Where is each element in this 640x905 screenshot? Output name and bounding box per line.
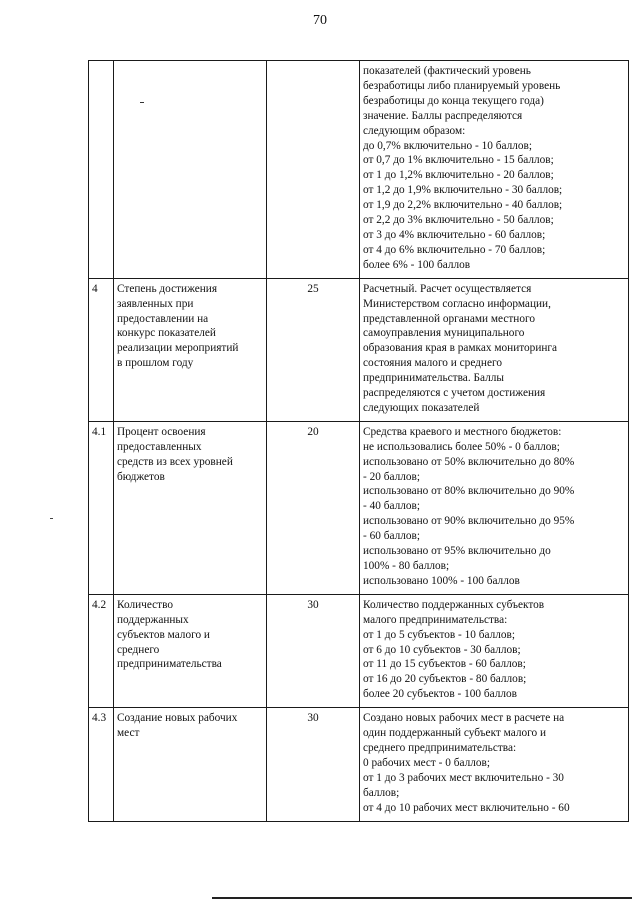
scoring-description-line: образования края в рамках мониторинга [363, 342, 558, 355]
table-row [89, 421, 629, 594]
scoring-description-line: до 0,7% включительно - 10 баллов; [363, 139, 532, 152]
scoring-description-line: Расчетный. Расчет осуществляется [363, 282, 532, 295]
scoring-description-line: следующим образом: [363, 124, 466, 137]
criterion-name-cell [114, 708, 267, 821]
criterion-name-line: средств из всех уровней [117, 455, 233, 468]
scoring-description-line: один поддержанный субъект малого и [363, 727, 547, 740]
scoring-description-line: использовано от 90% включительно до 95% [363, 515, 575, 528]
table-row [89, 278, 629, 421]
margin-mark [50, 518, 53, 519]
criteria-table [88, 60, 629, 822]
scoring-description-cell [360, 61, 629, 279]
scoring-description-line: состояния малого и среднего [363, 357, 502, 370]
max-score-cell: 30 [267, 708, 360, 821]
scoring-description-line: от 3 до 4% включительно - 60 баллов; [363, 228, 546, 241]
scoring-description-cell [360, 594, 629, 707]
scoring-description-line: от 6 до 10 субъектов - 30 баллов; [363, 643, 521, 656]
scoring-description-line: малого предпринимательства: [363, 613, 508, 626]
scoring-description-line: не использовались более 50% - 0 баллов; [363, 440, 560, 453]
criterion-name-line: конкурс показателей [117, 327, 216, 340]
scoring-description-line: от 1 до 3 рабочих мест включительно - 30 [363, 771, 564, 784]
criterion-name-line: Количество [117, 598, 173, 611]
scoring-description-line: от 1,2 до 1,9% включительно - 30 баллов; [363, 184, 563, 197]
scoring-description-line: безработицы до конца текущего года) [363, 94, 544, 107]
criterion-name-line: бюджетов [117, 470, 165, 483]
scoring-description-line: - 40 баллов; [363, 500, 420, 513]
max-score-cell: 25 [267, 278, 360, 421]
row-number-cell: 4.1 [89, 421, 114, 594]
scoring-description-line: самоуправления муниципального [363, 327, 525, 340]
criterion-name-line: мест [117, 727, 140, 740]
scoring-description-line: от 4 до 10 рабочих мест включительно - 60 [363, 801, 570, 814]
scoring-description-line: безработицы либо планируемый уровень [363, 79, 561, 92]
scoring-description-line: следующих показателей [363, 401, 480, 414]
scoring-description-line: Количество поддержанных субъектов [363, 598, 545, 611]
criterion-name-line: поддержанных [117, 613, 189, 626]
scoring-description-line: более 6% - 100 баллов [363, 258, 471, 271]
scoring-description-line: предпринимательства. Баллы [363, 372, 504, 385]
criterion-name-line: субъектов малого и [117, 628, 210, 641]
criterion-name-cell [114, 421, 267, 594]
scoring-description-line: - 60 баллов; [363, 530, 420, 543]
criterion-name-line: в прошлом году [117, 357, 194, 370]
scoring-description-line: показателей (фактический уровень [363, 65, 531, 77]
scoring-description-line: Средства краевого и местного бюджетов: [363, 425, 562, 438]
scoring-description-line: Создано новых рабочих мест в расчете на [363, 712, 565, 725]
scoring-description-line: от 2,2 до 3% включительно - 50 баллов; [363, 214, 554, 227]
scoring-description-cell [360, 278, 629, 421]
scoring-description-line: от 1 до 5 субъектов - 10 баллов; [363, 628, 516, 641]
scoring-description-line: баллов; [363, 786, 400, 799]
scoring-description-line: 0 рабочих мест - 0 баллов; [363, 756, 490, 769]
row-number-cell [89, 61, 114, 279]
scoring-description-line: использовано от 95% включительно до [363, 545, 551, 558]
criterion-name-line: Степень достижения [117, 282, 218, 295]
scoring-description-line: среднего предпринимательства: [363, 741, 517, 754]
table-row [89, 61, 629, 279]
criterion-name-line: предпринимательства [117, 658, 222, 671]
scoring-description-line: 100% - 80 баллов; [363, 560, 450, 572]
criterion-name-line: предоставлении на [117, 312, 209, 325]
scoring-description-line: - 20 баллов; [363, 470, 420, 483]
row-number-cell: 4.3 [89, 708, 114, 821]
page-number: 70 [313, 13, 327, 28]
scoring-description-line: от 16 до 20 субъектов - 80 баллов; [363, 673, 527, 686]
scoring-description-line: использовано от 50% включительно до 80% [363, 455, 575, 468]
scoring-description-line: от 1,9 до 2,2% включительно - 40 баллов; [363, 199, 563, 212]
table-row [89, 594, 629, 707]
scoring-description-line: от 0,7 до 1% включительно - 15 баллов; [363, 154, 554, 167]
criterion-name-line: предоставленных [117, 440, 202, 453]
scoring-description-line: от 4 до 6% включительно - 70 баллов; [363, 243, 546, 256]
scoring-description-line: распределяются с учетом достижения [363, 387, 546, 400]
max-score-cell: 20 [267, 421, 360, 594]
criterion-name-cell [114, 594, 267, 707]
scoring-description-line: от 1 до 1,2% включительно - 20 баллов; [363, 169, 554, 182]
criterion-name-cell [114, 278, 267, 421]
scoring-description-line: более 20 субъектов - 100 баллов [363, 688, 517, 701]
criterion-name-line: заявленных при [117, 297, 194, 310]
criterion-name-line: Создание новых рабочих [117, 712, 238, 725]
scoring-description-cell [360, 708, 629, 821]
criterion-name-cell [114, 61, 267, 279]
max-score-cell: 30 [267, 594, 360, 707]
footer-rule [212, 897, 632, 899]
scoring-description-line: использовано от 80% включительно до 90% [363, 485, 575, 498]
criterion-name-line: Процент освоения [117, 425, 206, 438]
criterion-name-line: реализации мероприятий [117, 342, 239, 355]
scoring-description-line: Министерством согласно информации, [363, 297, 551, 310]
scoring-description-line: представленной органами местного [363, 312, 535, 325]
criterion-name-line: среднего [117, 643, 160, 656]
scoring-description-line: использовано 100% - 100 баллов [363, 574, 520, 587]
criteria-table-body [89, 61, 629, 822]
max-score-cell [267, 61, 360, 279]
scoring-description-line: значение. Баллы распределяются [363, 109, 523, 122]
row-number-cell: 4.2 [89, 594, 114, 707]
scoring-description-cell [360, 421, 629, 594]
row-number-cell: 4 [89, 278, 114, 421]
table-row [89, 708, 629, 821]
scoring-description-line: от 11 до 15 субъектов - 60 баллов; [363, 658, 526, 671]
